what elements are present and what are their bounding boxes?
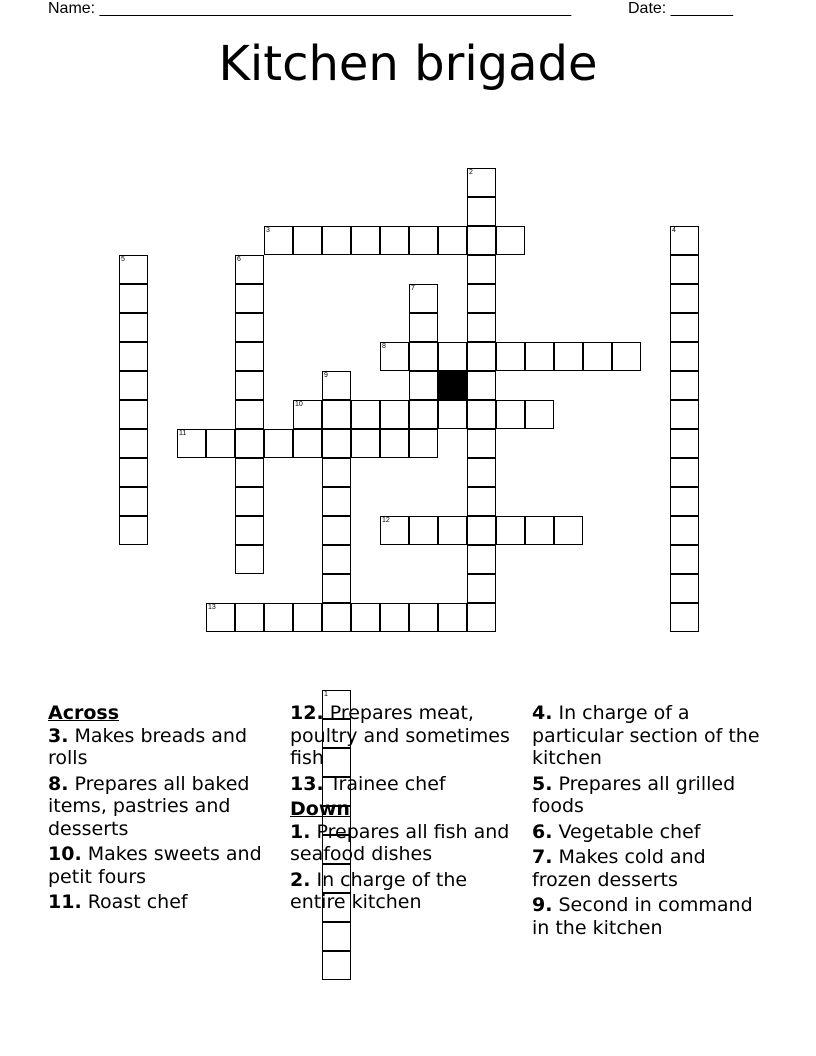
- grid-cell[interactable]: [322, 226, 351, 255]
- grid-cell[interactable]: [119, 284, 148, 313]
- grid-cell[interactable]: [235, 429, 264, 458]
- black-cell: [438, 371, 467, 400]
- grid-cell[interactable]: [235, 284, 264, 313]
- clue-across-10: 10. Makes sweets and petit fours: [48, 843, 262, 888]
- grid-cell[interactable]: [467, 516, 496, 545]
- grid-cell[interactable]: [380, 603, 409, 632]
- page-title: Kitchen brigade: [218, 36, 598, 92]
- grid-cell[interactable]: [467, 342, 496, 371]
- grid-cell[interactable]: [670, 487, 699, 516]
- grid-cell[interactable]: [235, 603, 264, 632]
- cell-number: 10: [295, 401, 303, 408]
- grid-cell[interactable]: [380, 342, 409, 371]
- grid-cell[interactable]: [670, 458, 699, 487]
- grid-cell[interactable]: [235, 313, 264, 342]
- grid-cell[interactable]: [670, 371, 699, 400]
- grid-cell[interactable]: [322, 458, 351, 487]
- clue-down-7: 7. Makes cold and frozen desserts: [532, 846, 706, 891]
- grid-cell[interactable]: [409, 371, 438, 400]
- grid-cell[interactable]: [670, 255, 699, 284]
- grid-cell[interactable]: [293, 226, 322, 255]
- clue-across-11: 11. Roast chef: [48, 891, 188, 913]
- grid-cell[interactable]: [293, 429, 322, 458]
- cell-number: 12: [382, 517, 390, 524]
- grid-cell[interactable]: [467, 371, 496, 400]
- cell-number: 7: [411, 285, 415, 292]
- grid-cell[interactable]: [380, 516, 409, 545]
- grid-cell[interactable]: [235, 371, 264, 400]
- grid-cell[interactable]: [235, 255, 264, 284]
- grid-cell[interactable]: [670, 342, 699, 371]
- grid-cell[interactable]: [235, 545, 264, 574]
- grid-cell[interactable]: [438, 342, 467, 371]
- grid-cell[interactable]: [322, 400, 351, 429]
- cell-number: 8: [382, 343, 386, 350]
- grid-cell[interactable]: [322, 429, 351, 458]
- grid-cell[interactable]: [612, 342, 641, 371]
- grid-cell[interactable]: [409, 516, 438, 545]
- clue-down-6: 6. Vegetable chef: [532, 820, 701, 843]
- grid-cell[interactable]: [322, 516, 351, 545]
- grid-cell[interactable]: [322, 922, 351, 951]
- grid-cell[interactable]: [119, 487, 148, 516]
- clues-column-2: [290, 702, 522, 917]
- clue-down-1: 1. Prepares all fish and seafood dishes: [290, 820, 510, 865]
- grid-cell[interactable]: [496, 516, 525, 545]
- clue-across-8: 8. Prepares all baked items, pastries and desserts: [48, 772, 250, 840]
- name-field: Name: _____________________________________________________: [48, 0, 572, 17]
- grid-cell[interactable]: [119, 342, 148, 371]
- grid-cell[interactable]: [467, 429, 496, 458]
- grid-cell[interactable]: [496, 342, 525, 371]
- grid-cell[interactable]: [264, 226, 293, 255]
- grid-cell[interactable]: [293, 603, 322, 632]
- grid-cell[interactable]: [380, 429, 409, 458]
- grid-cell[interactable]: [119, 255, 148, 284]
- clue-down-5: 5. Prepares all grilled foods: [532, 772, 736, 817]
- grid-cell[interactable]: [467, 545, 496, 574]
- grid-cell[interactable]: [467, 226, 496, 255]
- cell-number: 1: [324, 691, 328, 698]
- cell-number: 3: [266, 227, 270, 234]
- grid-cell[interactable]: [409, 226, 438, 255]
- clues-column-1: [48, 702, 280, 917]
- grid-cell[interactable]: [496, 226, 525, 255]
- grid-cell[interactable]: [351, 400, 380, 429]
- grid-cell[interactable]: [409, 284, 438, 313]
- grid-cell[interactable]: [467, 255, 496, 284]
- grid-cell[interactable]: [380, 400, 409, 429]
- grid-cell[interactable]: [409, 400, 438, 429]
- grid-cell[interactable]: [467, 168, 496, 197]
- grid-cell[interactable]: [119, 516, 148, 545]
- grid-cell[interactable]: [235, 487, 264, 516]
- grid-cell[interactable]: [351, 226, 380, 255]
- date-field: Date: _______: [628, 0, 733, 17]
- grid-cell[interactable]: [670, 603, 699, 632]
- grid-cell[interactable]: [525, 400, 554, 429]
- grid-cell[interactable]: [438, 516, 467, 545]
- cell-number: 6: [237, 256, 241, 263]
- grid-cell[interactable]: [322, 371, 351, 400]
- grid-cell[interactable]: [119, 313, 148, 342]
- grid-cell[interactable]: [496, 400, 525, 429]
- cell-number: 4: [672, 227, 676, 234]
- grid-cell[interactable]: [525, 342, 554, 371]
- grid-cell[interactable]: [670, 545, 699, 574]
- grid-cell[interactable]: [467, 197, 496, 226]
- grid-cell[interactable]: [322, 545, 351, 574]
- clue-down-9: 9. Second in command in the kitchen: [532, 894, 753, 939]
- cell-number: 9: [324, 372, 328, 379]
- grid-cell[interactable]: [119, 371, 148, 400]
- grid-cell[interactable]: [119, 458, 148, 487]
- cell-number: 13: [208, 604, 216, 611]
- grid-cell[interactable]: [264, 429, 293, 458]
- grid-cell[interactable]: [322, 603, 351, 632]
- grid-cell[interactable]: [670, 284, 699, 313]
- grid-cell[interactable]: [293, 400, 322, 429]
- grid-cell[interactable]: [351, 429, 380, 458]
- grid-cell[interactable]: [467, 313, 496, 342]
- grid-cell[interactable]: [119, 429, 148, 458]
- grid-cell[interactable]: [322, 951, 351, 980]
- grid-cell[interactable]: [235, 400, 264, 429]
- grid-cell[interactable]: [206, 429, 235, 458]
- grid-cell[interactable]: [467, 603, 496, 632]
- grid-cell[interactable]: [670, 400, 699, 429]
- cell-number: 2: [469, 169, 473, 176]
- cell-number: 11: [179, 430, 187, 437]
- down-heading: Down: [290, 798, 350, 820]
- grid-cell[interactable]: [554, 342, 583, 371]
- grid-cell[interactable]: [438, 400, 467, 429]
- grid-cell[interactable]: [525, 516, 554, 545]
- grid-cell[interactable]: [467, 458, 496, 487]
- cell-number: 5: [121, 256, 125, 263]
- clue-down-4: 4. In charge of a particular section of the kitchen: [532, 702, 760, 769]
- grid-cell[interactable]: [467, 574, 496, 603]
- grid-cell[interactable]: [670, 574, 699, 603]
- grid-cell[interactable]: [177, 429, 206, 458]
- clue-down-2: 2. In charge of the entire kitchen: [290, 868, 468, 913]
- grid-cell[interactable]: [583, 342, 612, 371]
- grid-cell[interactable]: [409, 429, 438, 458]
- grid-cell[interactable]: [380, 226, 409, 255]
- grid-cell[interactable]: [409, 342, 438, 371]
- clue-across-13: 13. Trainee chef: [290, 772, 446, 795]
- grid-cell[interactable]: [322, 574, 351, 603]
- grid-cell[interactable]: [206, 603, 235, 632]
- grid-cell[interactable]: [467, 284, 496, 313]
- grid-cell[interactable]: [467, 487, 496, 516]
- grid-cell[interactable]: [409, 313, 438, 342]
- grid-cell[interactable]: [670, 429, 699, 458]
- grid-cell[interactable]: [670, 226, 699, 255]
- grid-cell[interactable]: [351, 603, 380, 632]
- across-heading: Across: [48, 702, 120, 724]
- grid-cell[interactable]: [322, 487, 351, 516]
- grid-cell[interactable]: [235, 516, 264, 545]
- clue-across-3: 3. Makes breads and rolls: [48, 724, 248, 769]
- grid-cell[interactable]: [438, 226, 467, 255]
- clue-across-12: 12. Prepares meat, poultry and sometimes fish: [290, 702, 510, 769]
- grid-cell[interactable]: [670, 313, 699, 342]
- grid-cell[interactable]: [235, 342, 264, 371]
- clues-column-3: [532, 702, 764, 942]
- grid-cell[interactable]: [235, 458, 264, 487]
- grid-cell[interactable]: [467, 400, 496, 429]
- grid-cell[interactable]: [264, 603, 293, 632]
- grid-cell[interactable]: [438, 603, 467, 632]
- grid-cell[interactable]: [119, 400, 148, 429]
- grid-cell[interactable]: [409, 603, 438, 632]
- grid-cell[interactable]: [670, 516, 699, 545]
- grid-cell[interactable]: [554, 516, 583, 545]
